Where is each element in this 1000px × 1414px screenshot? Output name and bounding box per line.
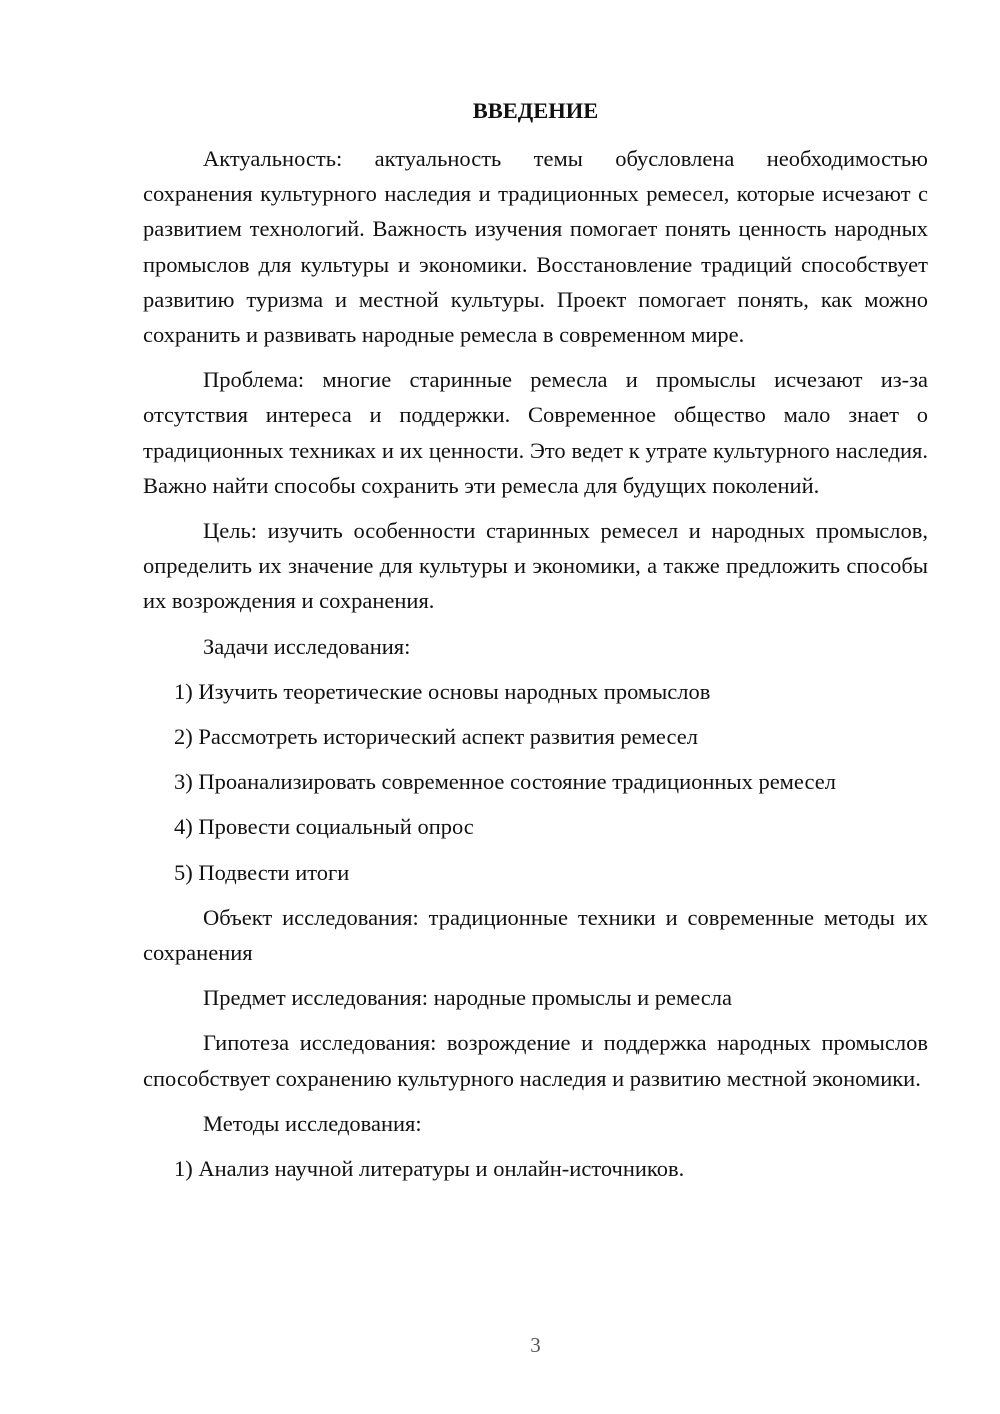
- section-title: ВВЕДЕНИЕ: [472, 98, 599, 123]
- list-item: 2) Рассмотреть исторический аспект развития ремесел: [174, 724, 698, 750]
- page-number: 3: [530, 1333, 541, 1357]
- list-item: 4) Провести социальный опрос: [174, 814, 474, 840]
- goal-paragraph: Цель: изучить особенности старинных ремесел и народных промыслов, определить их значение для культуры и экономики, а также предложить способы их возрождения и сохранения.: [143, 518, 928, 614]
- list-item: 1) Анализ научной литературы и онлайн-источников.: [174, 1156, 685, 1182]
- methods-label: Методы исследования:: [203, 1110, 422, 1136]
- hypothesis-paragraph: Гипотеза исследования: возрождение и поддержка народных промыслов способствует сохранению культурного наследия и развитию местной экономики.: [143, 1030, 928, 1091]
- object-paragraph: Объект исследования: традиционные техники и современные методы их сохранения: [143, 904, 928, 966]
- tasks-list: [143, 674, 928, 890]
- methods-list: [143, 1151, 928, 1186]
- tasks-label: Задачи исследования:: [203, 633, 411, 659]
- list-item: 5) Подвести итоги: [174, 859, 350, 885]
- list-item: 1) Изучить теоретические основы народных промыслов: [174, 678, 711, 704]
- relevance-paragraph: Актуальность: актуальность темы обусловлена необходимостью сохранения культурного наследия и традиционных ремесел, которые исчезают с развитием технологий. Важность изучения помогает понять ценность народных промыслов для культуры и экономики. Восстановление традиций способствует развитию туризма и местной культуры. Проект помогает понять, как можно сохранить и развивать народные ремесла в современном мире.: [143, 146, 928, 348]
- subject-paragraph: Предмет исследования: народные промыслы и ремесла: [203, 985, 732, 1011]
- problem-paragraph: Проблема: многие старинные ремесла и промыслы исчезают из-за отсутствия интереса и поддержки. Современное общество мало знает о традиционных техниках и их ценности. Это ведет к утрате культурного наследия. Важно найти способы сохранить эти ремесла для будущих поколений.: [143, 367, 928, 498]
- list-item: 3) Проанализировать современное состояние традиционных ремесел: [174, 769, 836, 795]
- document-body: [143, 95, 928, 1196]
